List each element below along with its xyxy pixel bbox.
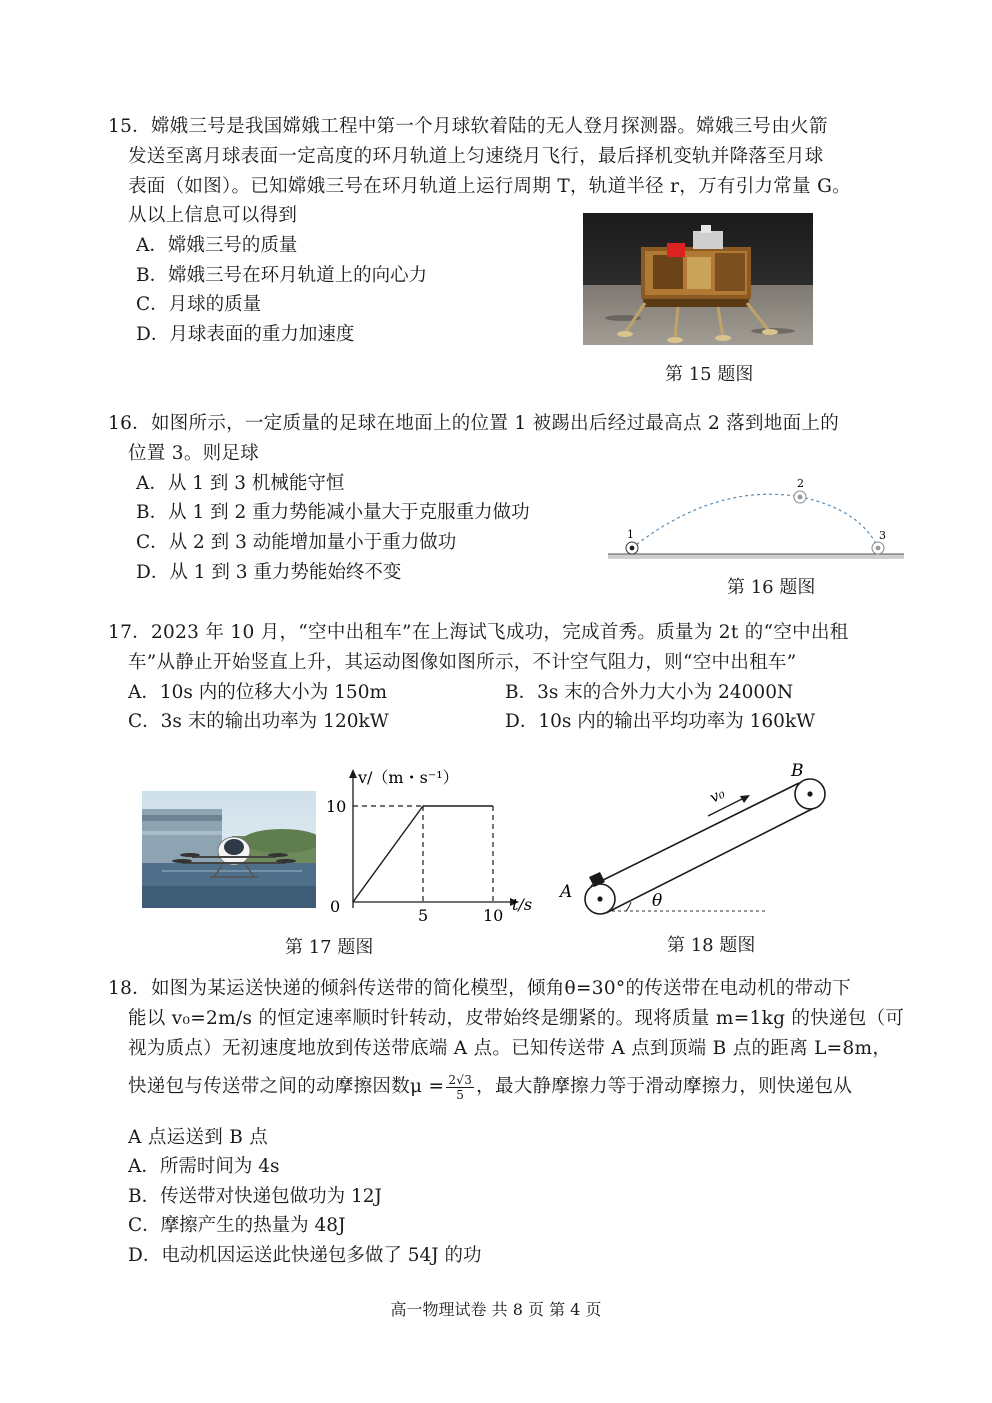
q18-option-b: B．传送带对快递包做功为 12J bbox=[128, 1186, 382, 1207]
q15-figure-caption: 第 15 题图 bbox=[665, 364, 754, 385]
air-taxi-photo bbox=[142, 791, 316, 908]
y-tick-10: 10 bbox=[326, 797, 347, 816]
x-tick-5: 5 bbox=[418, 906, 429, 925]
q17-line-2: 车”从静止开始竖直上升，其运动图像如图所示，不计空气阻力，则“空中出租车” bbox=[128, 652, 797, 673]
q16-line-2: 位置 3。则足球 bbox=[128, 443, 260, 464]
conveyor-belt-diagram bbox=[556, 756, 836, 922]
q15-option-d: D．月球表面的重力加速度 bbox=[136, 324, 355, 345]
ground bbox=[608, 554, 904, 559]
q18-option-a: A．所需时间为 4s bbox=[128, 1156, 280, 1177]
ball-position-1 bbox=[626, 542, 638, 554]
v0-label: v₀ bbox=[706, 783, 728, 807]
q16-option-c: C．从 2 到 3 动能增加量小于重力做功 bbox=[136, 532, 457, 553]
q17-option-b: B．3s 末的合外力大小为 24000N bbox=[505, 682, 794, 703]
y-axis-label: v/（m・s⁻¹） bbox=[358, 768, 459, 787]
q18-line-5: A 点运送到 B 点 bbox=[128, 1127, 269, 1148]
q18-option-d: D．电动机因运送此快递包多做了 54J 的功 bbox=[128, 1245, 482, 1266]
x-tick-0: 0 bbox=[330, 897, 341, 916]
pulley-a bbox=[585, 884, 615, 914]
q18-line-4 bbox=[128, 1072, 852, 1102]
page-footer: 高一物理试卷 共 8 页 第 4 页 bbox=[390, 1300, 602, 1319]
q18-line-4-post: ，最大静摩擦力等于滑动摩擦力，则快递包从 bbox=[476, 1076, 853, 1097]
trajectory-curve bbox=[632, 494, 878, 548]
pulley-b bbox=[795, 779, 825, 809]
q15-line-2: 发送至离月球表面一定高度的环月轨道上匀速绕月飞行，最后择机变轨并降落至月球 bbox=[128, 146, 824, 167]
ball-position-3 bbox=[872, 542, 884, 554]
q15-option-a: A．嫦娥三号的质量 bbox=[136, 235, 298, 256]
q16-figure-caption: 第 16 题图 bbox=[727, 577, 816, 598]
point-label-2: 2 bbox=[797, 477, 804, 490]
theta-label: θ bbox=[652, 891, 663, 911]
q17-option-a: A．10s 内的位移大小为 150m bbox=[128, 682, 388, 703]
q17-option-d: D．10s 内的输出平均功率为 160kW bbox=[505, 711, 816, 732]
q16-option-b: B．从 1 到 2 重力势能减小量大于克服重力做功 bbox=[136, 502, 530, 523]
q18-line-4-pre: 快递包与传送带之间的动摩擦因数μ = bbox=[128, 1076, 445, 1097]
x-tick-10: 10 bbox=[483, 906, 504, 925]
q15-line-4: 从以上信息可以得到 bbox=[128, 205, 298, 226]
friction-coefficient-fraction bbox=[446, 1073, 474, 1102]
q15-option-b: B．嫦娥三号在环月轨道上的向心力 bbox=[136, 265, 428, 286]
q16-line-1: 16．如图所示，一定质量的足球在地面上的位置 1 被踢出后经过最高点 2 落到地面上的 bbox=[108, 413, 840, 434]
fraction-numerator: 2√3 bbox=[448, 1072, 473, 1087]
q18-option-c: C．摩擦产生的热量为 48J bbox=[128, 1215, 346, 1236]
q16-option-d: D．从 1 到 3 重力势能始终不变 bbox=[136, 562, 402, 583]
point-a-label: A bbox=[560, 882, 573, 902]
point-label-3: 3 bbox=[879, 529, 886, 542]
q18-figure-caption: 第 18 题图 bbox=[667, 935, 756, 956]
ball-position-2 bbox=[794, 491, 806, 503]
belt-lower bbox=[606, 809, 812, 913]
football-trajectory-diagram bbox=[606, 470, 906, 570]
fraction-denominator: 5 bbox=[456, 1087, 465, 1102]
q17-figure-caption: 第 17 题图 bbox=[285, 937, 374, 958]
velocity-time-chart bbox=[322, 766, 540, 926]
y-axis-arrow bbox=[349, 769, 357, 778]
q15-line-1: 15．嫦娥三号是我国嫦娥工程中第一个月球软着陆的无人登月探测器。嫦娥三号由火箭 bbox=[108, 116, 828, 137]
x-axis-label: t/s bbox=[512, 895, 533, 914]
series-line-segment-accelerate bbox=[353, 806, 423, 902]
q18-line-1: 18．如图为某运送快递的倾斜传送带的简化模型，倾角θ=30°的传送带在电动机的带动下 bbox=[108, 978, 852, 999]
point-label-1: 1 bbox=[627, 528, 634, 541]
q18-line-3: 视为质点）无初速度地放到传送带底端 A 点。已知传送带 A 点到顶端 B 点的距离 L=8m， bbox=[128, 1038, 892, 1059]
q15-option-c: C．月球的质量 bbox=[136, 294, 262, 315]
belt-upper bbox=[591, 783, 799, 886]
q17-option-c: C．3s 末的输出功率为 120kW bbox=[128, 711, 389, 732]
lunar-lander-photo bbox=[583, 213, 813, 345]
point-b-label: B bbox=[791, 761, 804, 781]
q16-option-a: A．从 1 到 3 机械能守恒 bbox=[136, 473, 345, 494]
q17-line-1: 17．2023 年 10 月，“空中出租车”在上海试飞成功，完成首秀。质量为 2t 的“空中出租 bbox=[108, 622, 849, 643]
q18-line-2: 能以 v₀=2m/s 的恒定速率顺时针转动，皮带始终是绷紧的。现将质量 m=1kg 的快递包（可 bbox=[128, 1008, 905, 1029]
q15-line-3: 表面（如图）。已知嫦娥三号在环月轨道上运行周期 T，轨道半径 r，万有引力常量 G。 bbox=[128, 176, 851, 197]
